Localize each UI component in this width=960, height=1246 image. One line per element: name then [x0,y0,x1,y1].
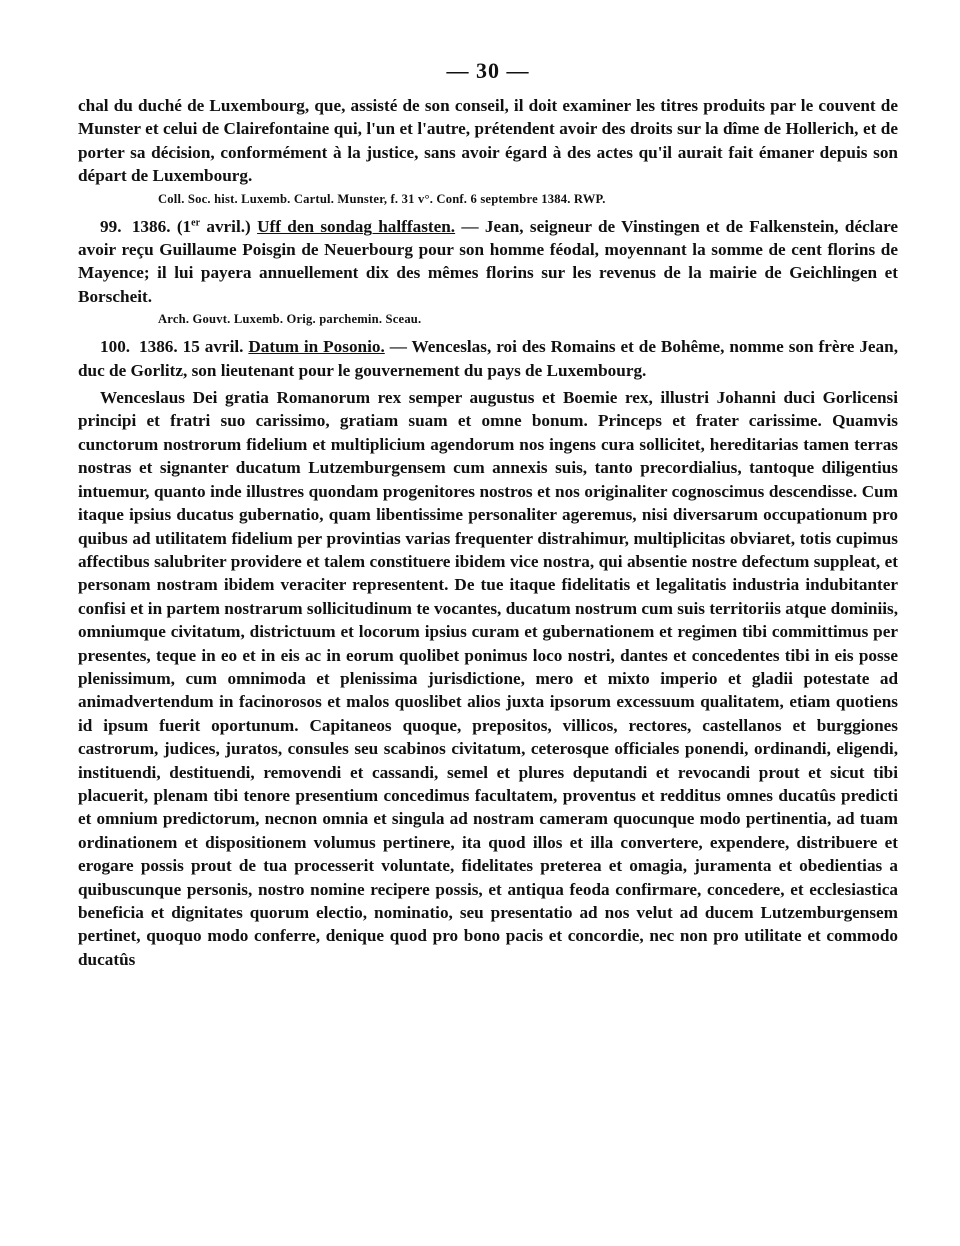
entry-100 [78,335,898,382]
entry-99 [78,215,898,309]
entry-text: — Jean, seigneur de Vinstingen et de Falkenstein, déclare avoir reçu Guillaume Poisgin de Neuerbourg pour son homme féodal, moyennant la somme de cent florins de Mayence; il lui payera annuellement dix des mêmes florins sur les revenus de la mairie de Geichlingen et Borscheit. [78,216,899,306]
entry-99-source: Arch. Gouvt. Luxemb. Orig. parchemin. Sceau. [158,312,422,327]
page-number: — 30 — [446,58,530,83]
entry-place: Uff den sondag halffasten. [257,216,456,236]
intro-source-citation: Coll. Soc. hist. Luxemb. Cartul. Munster, f. 31 v°. Conf. 6 septembre 1384. RWP. [158,191,606,206]
intro-paragraph: chal du duché de Luxembourg, que, assisté de son conseil, il doit examiner les titres produits par le couvent de Munster et celui de Clairefontaine qui, l'un et l'autre, prétendent avoir des droits sur la dîme de Hollerich, et de porter sa décision, conformément à la justice, sans avoir égard à des actes qu'il aurait fait émaner depuis son départ de Luxembourg. [78,96,898,186]
entry-date: 15 avril. [182,337,244,357]
entry-number: 100. [100,337,131,357]
entry-date: (1er avril.) [176,216,251,236]
entry-text: — Wenceslas, roi des Romains et de Bohême, nomme son frère Jean, duc de Gorlitz, son lieutenant pour le gouvernement du pays de Luxembourg. [78,337,899,380]
entry-year: 1386. [139,337,178,357]
document-page [78,58,898,971]
entry-place: Datum in Posonio. [248,337,385,357]
latin-charter-text: Wenceslaus Dei gratia Romanorum rex semper augustus et Boemie rex, illustri Johanni duci Gorlicensi principi et fratri suo carissimo, gratiam suam et omne bonum. Princeps et frater carissime. Quamvis cunctorum nostrorum fidelium et multiplicium agendorum nos ingens cura sollicitet, hereditarias tamen terras nostras et signanter ducatum Lutzemburgensem cum annexis suis, tanto precordialius, tantoque diligentius intuemur, quanto inde illustres quondam progenitores nostros et nos originaliter cognoscimus descendisse. Cum itaque ipsius ducatus gubernatio, quam libentissime personaliter ageremus, nisi diversarum occupationum pro quibus ad utilitatem fidelium per provintias varias frequenter distrahimur, multiplicitas obviaret, totis cupimus affectibus salubriter providere et talem constituere ibidem vice nostra, qui absentie nostre defectum suppleat, et personam nostram ibidem veraciter representent. De tue itaque fidelitatis et legalitatis industria indubitanter confisi et in partem nostrarum sollicitudinum te vocantes, ducatum nostrum cum suis territoriis atque dominiis, omniumque civitatum, districtuum et locorum ipsius curam et gubernationem et regimen tibi committimus per presentes, teque in eo et in eis ac in eorum quolibet ponimus loco nostri, dantes et concedentes tibi in eis posse plenissimum, cum omnimoda et plenissima jurisdictione, mero et mixto imperio et gladii potestate ad animadvertendum in facinorosos et malos quoslibet alios juxta ipsorum excessuum qualitatem, etiam quotiens id ipsum fuerit oportunum. Capitaneos quoque, prepositos, villicos, rectores, castellanos et burggiones castrorum, judices, juratos, consules seu scabinos civitatum, ceterosque officiales ponendi, ordinandi, eligendi, instituendi, destituendi, removendi et cassandi, semel et plures deputandi et revocandi prout et sicut tibi placuerit, plenam tibi tenore presentium concedimus facultatem, proventus et redditus omnes ducatûs predicti et omnium predictorum, necnon omnia et singula ad nostram cameram quocunque modo pertinentia, ad tuam ordinationem et dispositionem volumus pertinere, ita quod illos et illa convertere, expendere, distribuere et erogare possis prout de tua processerit voluntate, fidelitates preterea et omagia, juramenta et obedientias a quibuscunque personis, nostro nomine recipere possis, et antiqua feoda confirmare, concedere, et ecclesiastica beneficia et dignitates quorum electio, nominatio, seu presentatio ad nos velut ad ducem Lutzemburgensem pertinet, quoquo modo conferre, denique quod pro bono pacis et concordie, nec non pro utilitate et commodo ducatûs [78,388,898,969]
entry-year: 1386. [131,216,171,236]
entry-number: 99. [100,216,122,236]
